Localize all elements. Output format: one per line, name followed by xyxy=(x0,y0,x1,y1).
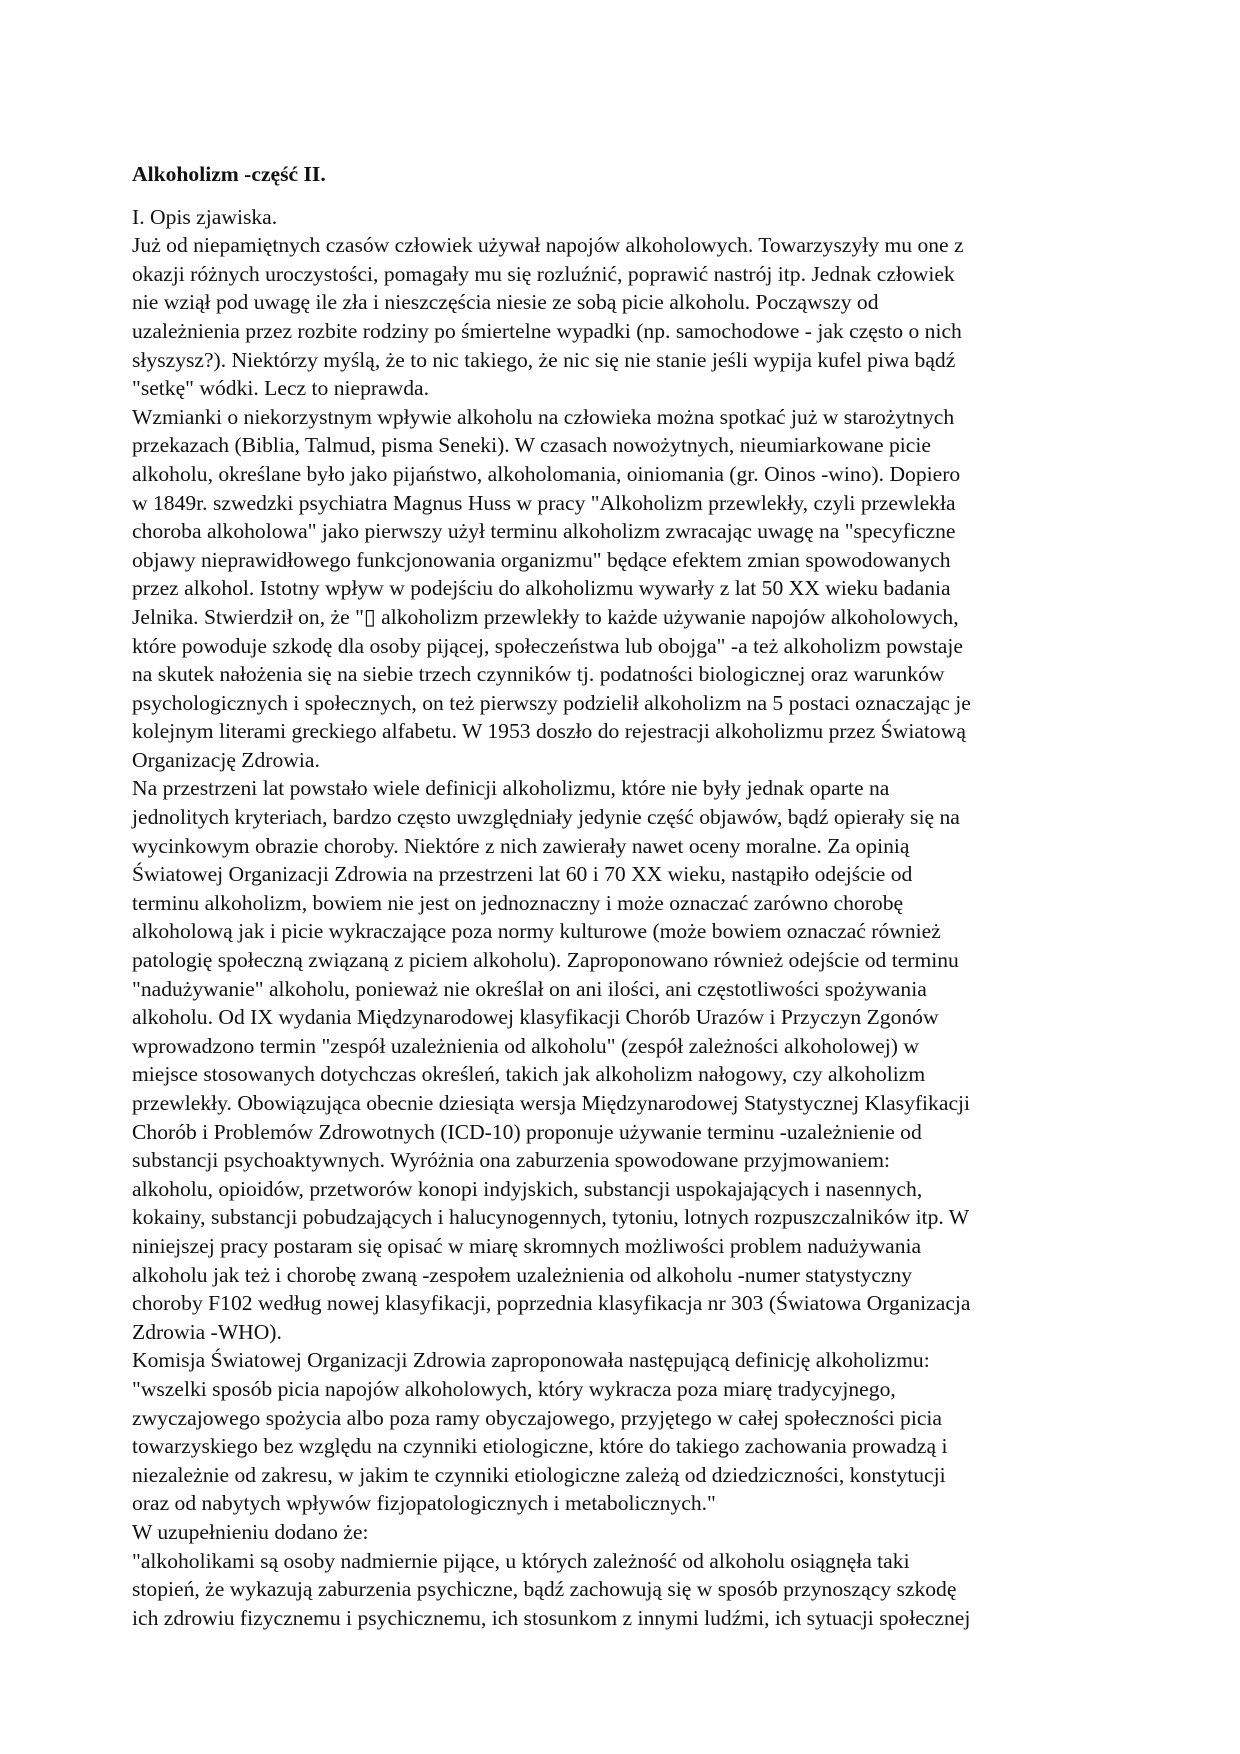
text-line: wycinkowym obrazie choroby. Niektóre z nich zawierały nawet oceny moralne. Za opinią xyxy=(132,833,910,858)
text-line: w 1849r. szwedzki psychiatra Magnus Huss w pracy "Alkoholizm przewlekły, czyli przewlekła xyxy=(132,490,956,515)
text-line: objawy nieprawidłowego funkcjonowania organizmu" będące efektem zmian spowodowanych xyxy=(132,547,951,572)
text-line: choroby F102 według nowej klasyfikacji, poprzednia klasyfikacja nr 303 (Światowa Organizacja xyxy=(132,1291,971,1316)
text-line: substancji psychoaktywnych. Wyróżnia ona zaburzenia spowodowane przyjmowaniem: xyxy=(132,1148,891,1173)
text-line: na skutek nałożenia się na siebie trzech czynników tj. podatności biologicznej oraz warunków xyxy=(132,662,945,687)
text-line: Jelnika. Stwierdził on, że "▯ alkoholizm przewlekły to każde używanie napojów alkoholowych, xyxy=(132,604,959,629)
text-line: towarzyskiego bez względu na czynniki etiologiczne, które do takiego zachowania prowadzą i xyxy=(132,1434,948,1459)
text-line: "wszelki sposób picia napojów alkoholowych, który wykracza poza miarę tradycyjnego, xyxy=(132,1376,896,1401)
text-line: które powoduje szkodę dla osoby pijącej, społeczeństwa lub obojga" -a też alkoholizm powstaje xyxy=(132,633,963,658)
document-body xyxy=(132,160,1112,1632)
text-line: nie wziął pod uwagę ile zła i nieszczęścia niesie ze sobą picie alkoholu. Począwszy od xyxy=(132,290,879,315)
text-line: miejsce stosowanych dotychczas określeń, takich jak alkoholizm nałogowy, czy alkoholizm xyxy=(132,1062,926,1087)
text-line: kokainy, substancji pobudzających i halucynogennych, tytoniu, lotnych rozpuszczalników itp. W xyxy=(132,1205,970,1230)
text-line: zwyczajowego spożycia albo poza ramy obyczajowego, przyjętego w całej społeczności picia xyxy=(132,1405,943,1430)
text-line: choroba alkoholowa" jako pierwszy użył terminu alkoholizm zwracając uwagę na "specyficzne xyxy=(132,519,956,544)
text-line: terminu alkoholizm, bowiem nie jest on jednoznaczny i może oznaczać zarówno chorobę xyxy=(132,890,904,915)
text-line: uzależnienia przez rozbite rodziny po śmiertelne wypadki (np. samochodowe - jak często o nich xyxy=(132,318,962,343)
text-line: patologię społeczną związaną z piciem alkoholu). Zaproponowano również odejście od terminu xyxy=(132,948,959,973)
text-line: alkoholu, opioidów, przetworów konopi indyjskich, substancji uspokajających i nasennych, xyxy=(132,1176,923,1201)
text-line: Światowej Organizacji Zdrowia na przestrzeni lat 60 i 70 XX wieku, nastąpiło odejście od xyxy=(132,862,913,887)
text-line: niezależnie od zakresu, w jakim te czynniki etiologiczne zależą od dziedziczności, konstytucji xyxy=(132,1462,946,1487)
text-line: przez alkohol. Istotny wpływ w podejściu do alkoholizmu wywarły z lat 50 XX wieku badania xyxy=(132,576,951,601)
text-line: ich zdrowiu fizycznemu i psychicznemu, ich stosunkom z innymi ludźmi, ich sytuacji społecznej xyxy=(132,1605,971,1630)
text-line: psychologicznych i społecznych, on też pierwszy podzielił alkoholizm na 5 postaci oznaczając je xyxy=(132,690,971,715)
text-line: alkoholu. Od IX wydania Międzynarodowej klasyfikacji Chorób Urazów i Przyczyn Zgonów xyxy=(132,1005,939,1030)
text-line: słyszysz?). Niektórzy myślą, że to nic takiego, że nic się nie stanie jeśli wypija kufel piwa bądź xyxy=(132,347,956,372)
text-line: "alkoholikami są osoby nadmiernie pijące, u których zależność od alkoholu osiągnęła taki xyxy=(132,1548,910,1573)
text-line: alkoholu, określane było jako pijaństwo, alkoholomania, oiniomania (gr. Oinos -wino). Dopiero xyxy=(132,461,961,486)
text-line: niniejszej pracy postaram się opisać w miarę skromnych możliwości problem nadużywania xyxy=(132,1233,922,1258)
text-line: "nadużywanie" alkoholu, ponieważ nie określał on ani ilości, ani częstotliwości spożywania xyxy=(132,976,927,1001)
text-line: stopień, że wykazują zaburzenia psychiczne, bądź zachowują się w sposób przynoszący szkodę xyxy=(132,1577,957,1602)
text-line: Na przestrzeni lat powstało wiele definicji alkoholizmu, które nie były jednak oparte na xyxy=(132,776,890,801)
text-line: Już od niepamiętnych czasów człowiek używał napojów alkoholowych. Towarzyszyły mu one z xyxy=(132,233,964,258)
text-line: jednolitych kryteriach, bardzo często uwzględniały jedynie część objawów, bądź opierały się na xyxy=(132,805,960,830)
document-lines xyxy=(132,203,1112,1633)
text-line: okazji różnych uroczystości, pomagały mu się rozluźnić, poprawić nastrój itp. Jednak człowiek xyxy=(132,261,955,286)
text-line: Organizację Zdrowia. xyxy=(132,747,320,772)
text-line: alkoholową jak i picie wykraczające poza normy kulturowe (może bowiem oznaczać również xyxy=(132,919,941,944)
text-line: alkoholu jak też i chorobę zwaną -zespołem uzależnienia od alkoholu -numer statystyczny xyxy=(132,1262,913,1287)
text-line: Komisja Światowej Organizacji Zdrowia zaproponowała następującą definicję alkoholizmu: xyxy=(132,1348,930,1373)
text-line: wprowadzono termin "zespół uzależnienia od alkoholu" (zespół zależności alkoholowej) w xyxy=(132,1033,919,1058)
text-line: Zdrowia -WHO). xyxy=(132,1319,282,1344)
text-line: przekazach (Biblia, Talmud, pisma Seneki). W czasach nowożytnych, nieumiarkowane picie xyxy=(132,433,931,458)
document-title: Alkoholizm -część II. xyxy=(132,162,326,186)
text-line: kolejnym literami greckiego alfabetu. W 1953 doszło do rejestracji alkoholizmu przez Światową xyxy=(132,719,966,744)
text-line: W uzupełnieniu dodano że: xyxy=(132,1519,369,1544)
text-line: "setkę" wódki. Lecz to nieprawda. xyxy=(132,376,430,401)
text-line: Wzmianki o niekorzystnym wpływie alkoholu na człowieka można spotkać już w starożytnych xyxy=(132,404,955,429)
text-line: I. Opis zjawiska. xyxy=(132,204,278,229)
text-line: przewlekły. Obowiązująca obecnie dziesiąta wersja Międzynarodowej Statystycznej Klasyfikacji xyxy=(132,1091,971,1115)
text-line: oraz od nabytych wpływów fizjopatologicznych i metabolicznych." xyxy=(132,1491,716,1516)
text-line: Chorób i Problemów Zdrowotnych (ICD-10) proponuje używanie terminu -uzależnienie od xyxy=(132,1119,922,1144)
